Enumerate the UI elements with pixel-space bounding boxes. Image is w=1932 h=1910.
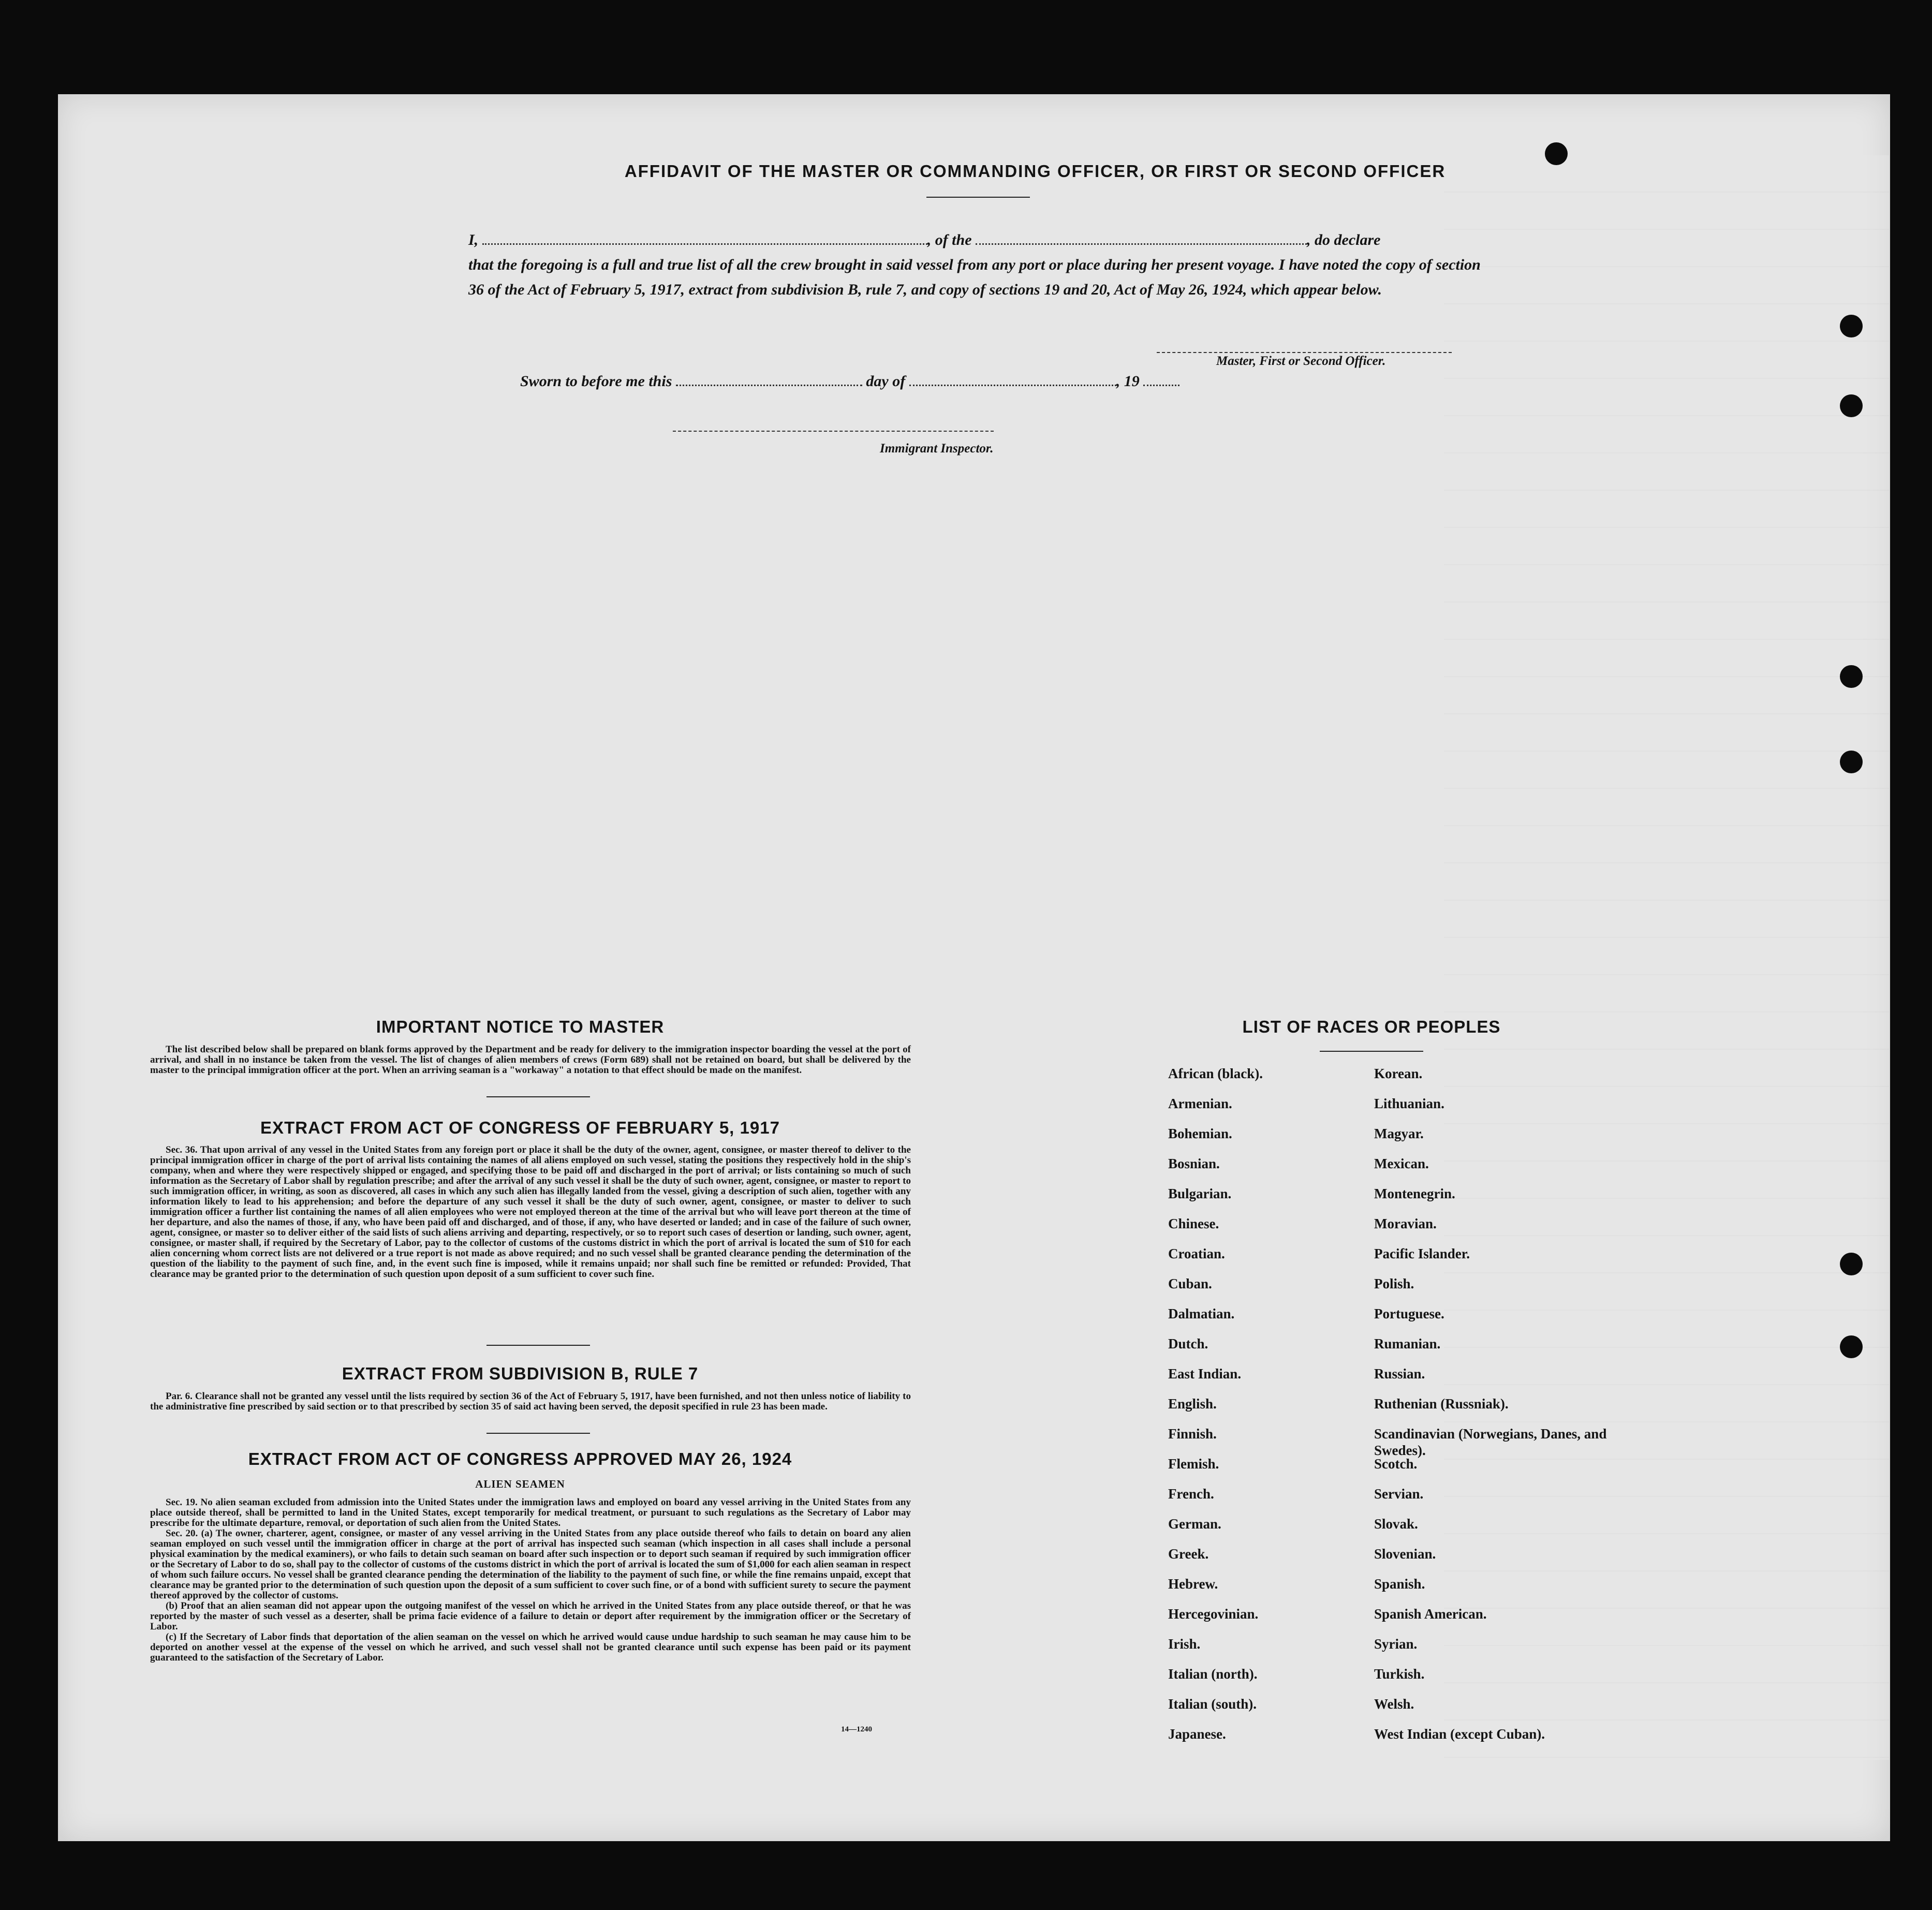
races-title: LIST OF RACES OR PEOPLES [1242, 1017, 1501, 1036]
sworn-label: Sworn to before me this [520, 373, 672, 390]
races-list-left [1168, 1065, 1365, 1756]
race-item: Syrian. [1374, 1636, 1418, 1652]
alien-seamen-subtitle: ALIEN SEAMEN [475, 1478, 565, 1490]
sec-36-text: That upon arrival of any vessel in the United States from any foreign port or place it shall be the duty of the owner, agent, consignee, or master thereof to deliver to the principal immigration officer in charge of the port of arrival lists containing the names of all aliens employed on such vessel, stating the positions they respectively hold in the ship's company, when and where they were respectively shipped or engaged, and specifying those to be paid off and discharged in the port of arrival; or lists containing so much of such information as the Secretary of Labor shall by regulation prescribe; and after the arrival of any such vessel it shall be the duty of such owner, agent, consignee, or master to report to such immigration officer, in writing, as soon as discovered, all cases in which any such alien has illegally landed from the vessel, giving a description of such alien, together with any information likely to lead to his apprehension; and before the departure of any such vessel it shall be the duty of such owner, agent, consignee, or master to deliver to such immigration officer a further list containing the names of all alien employees who were not employed thereon at the time of the arrival but who will leave port thereon at the time of her departure, and also the names of those, if any, who have been paid off and discharged, and of those, if any, who have deserted or landed; and in case of the failure of such owner, agent, consignee, or master so to deliver either of the said lists of such aliens arriving and departing, respectively, or so to report such cases of desertion or landing, such owner, agent, consignee, or master shall, if required by the Secretary of Labor, pay to the collector of customs of the customs district in which the port of arrival is located the sum of $10 for each alien concerning whom correct lists are not delivered or a true report is not made as above required; and no such vessel shall be granted clearance pending the determination of the question of the liability to the payment of such fine, and, in the event such fine is imposed, while it remains unpaid; nor shall such fine be remitted or refunded: Provided, That clearance may be granted prior to the determination of such question upon deposit of a sum sufficient to cover such fine. [150, 1144, 911, 1280]
inspector-signature-line[interactable] [673, 431, 994, 432]
binding-hole-3 [1840, 394, 1863, 417]
race-item: Hercegovinian. [1168, 1606, 1259, 1622]
race-item: African (black). [1168, 1066, 1263, 1081]
race-item: Welsh. [1374, 1696, 1414, 1712]
race-item: Greek. [1168, 1546, 1209, 1562]
act-1924-text [150, 1497, 911, 1663]
master-signature-line[interactable] [1157, 352, 1452, 353]
binding-hole-5 [1840, 751, 1863, 773]
race-item: Spanish. [1374, 1576, 1425, 1592]
notice-text [150, 1045, 911, 1076]
binding-hole-7 [1840, 1335, 1863, 1358]
race-item: Servian. [1374, 1486, 1424, 1502]
race-item: Japanese. [1168, 1726, 1226, 1742]
rule-7-text [150, 1391, 911, 1412]
race-item: Italian (south). [1168, 1696, 1257, 1712]
race-item: Bulgarian. [1168, 1186, 1232, 1201]
race-item: Turkish. [1374, 1666, 1425, 1682]
notice-title: IMPORTANT NOTICE TO MASTER [376, 1017, 665, 1036]
binding-hole-2 [1840, 315, 1863, 337]
inspector-caption: Immigrant Inspector. [880, 442, 994, 456]
sec-20b-text: (b) Proof that an alien seaman did not appear upon the outgoing manifest of the vessel on which he arrived in the United States from any place outside thereof, or that he was reported by the master of such vessel as a deserter, shall be prima facie evidence of a failure to detain or deport after requirement by the immigration officer or the Secretary of Labor. [150, 1600, 911, 1632]
sec-20c-text: (c) If the Secretary of Labor finds that deportation of the alien seaman on the vessel on which he arrived would cause undue hardship to such seaman he may cause him to be deported on another vessel at the expense of the vessel on which he arrived, and such vessel shall not be granted clearance until such expense has been paid or its payment guaranteed to the satisfaction of the Secretary of Labor. [150, 1632, 911, 1663]
race-item: Slovenian. [1374, 1546, 1436, 1562]
race-item: Croatian. [1168, 1246, 1225, 1261]
race-item: Dutch. [1168, 1336, 1208, 1351]
sworn-day-field[interactable] [676, 373, 862, 386]
race-item: Slovak. [1374, 1516, 1418, 1532]
master-signature-caption: Master, First or Second Officer. [1216, 354, 1386, 368]
form-number: 14—1240 [841, 1725, 872, 1733]
race-item: English. [1168, 1396, 1217, 1412]
race-item: Scotch. [1374, 1456, 1418, 1472]
race-item: Magyar. [1374, 1126, 1424, 1141]
race-item: Flemish. [1168, 1456, 1219, 1472]
sec-19-text: Sec. 19. No alien seaman excluded from admission into the United States under the immigration laws and employed on board any vessel arriving in the United States from any place outside thereof, shall be permitted to land in the United States, except temporarily for medical treatment, or pursuant to such regulations as the Secretary of Labor may prescribe for the ultimate departure, removal, or deportation of such alien from the United States. [150, 1497, 911, 1529]
race-item: Finnish. [1168, 1426, 1217, 1442]
affidavit-body [468, 228, 1488, 302]
race-item: Lithuanian. [1374, 1096, 1444, 1111]
of-the-label: , of the [927, 231, 972, 248]
race-item: Rumanian. [1374, 1336, 1441, 1351]
race-item: Ruthenian (Russniak). [1374, 1396, 1509, 1412]
race-item: Armenian. [1168, 1096, 1232, 1111]
binding-hole-6 [1840, 1253, 1863, 1275]
race-item: Dalmatian. [1168, 1306, 1235, 1321]
race-item: German. [1168, 1516, 1221, 1532]
sworn-month-field[interactable] [909, 373, 1116, 386]
race-item: Mexican. [1374, 1156, 1429, 1171]
par-6-text: Par. 6. Clearance shall not be granted any vessel until the lists required by section 36 of the Act of February 5, 1917, have been furnished, and not then unless notice of liability to the administrative fine prescribed by said section or to that prescribed by section 35 of said act having been served, the deposit specified in rule 23 has been made. [150, 1391, 911, 1412]
race-item: Russian. [1374, 1366, 1425, 1382]
divider-3 [486, 1433, 590, 1434]
sec-20a-text: Sec. 20. (a) The owner, charterer, agent, consignee, or master of any vessel arriving in the United States from any place outside thereof who fails to detain on board any alien seaman employed on such vessel until the immigration officer in charge at the port of arrival has inspected such seaman (which inspection in all cases shall include a personal physical examination by the medical examiners), or who fails to detain such seaman on board after such inspection or to deport such seaman if required by such immigration officer or the Secretary of Labor to do so, shall pay to the collector of customs of the customs district in which the port of arrival is located the sum of $1,000 for each alien seaman in respect of whom such failure occurs. No vessel shall be granted clearance pending the determination of the liability to the payment of such fine, or while the fine remains unpaid, except that clearance may be granted prior to the determination of such question upon the deposit of a sum sufficient to cover such fine, or of a bond with sufficient surety to secure the payment thereof approved by the collector of customs. [150, 1528, 911, 1601]
divider-1 [486, 1096, 590, 1097]
races-list-right [1374, 1065, 1633, 1756]
race-item: Polish. [1374, 1276, 1414, 1291]
race-item: Chinese. [1168, 1216, 1219, 1231]
race-item: Bohemian. [1168, 1126, 1232, 1141]
notice-paragraph: The list described below shall be prepared on blank forms approved by the Department and be ready for delivery to the immigration inspector boarding the vessel at the port of arrival, and shall in no instance be taken from the vessel. The list of changes of alien members of crews (Form 689) shall not be retained on board, but shall be delivered by the master to the principal immigration officer at the port. When an arriving seaman is a "workaway" a notation to that effect should be made on the manifest. [150, 1044, 911, 1076]
affidavit-title: AFFIDAVIT OF THE MASTER OR COMMANDING OFFICER, OR FIRST OR SECOND OFFICER [624, 161, 1446, 181]
race-item: Italian (north). [1168, 1666, 1258, 1682]
officer-name-field[interactable] [482, 232, 927, 245]
race-item: French. [1168, 1486, 1214, 1502]
binding-hole-4 [1840, 665, 1863, 688]
race-item: East Indian. [1168, 1366, 1242, 1382]
day-of-label: day of [866, 373, 906, 390]
divider-2 [486, 1345, 590, 1346]
title-divider [926, 197, 1030, 198]
i-label: I, [468, 231, 479, 248]
declaration-text: that the foregoing is a full and true list of all the crew brought in said vessel from any port or place during her present voyage. I have noted the copy of section 36 of the Act of February 5, 1917, extract from subdivision B, rule 7, and copy of sections 19 and 20, Act of May 26, 1924, which appear below. [468, 256, 1481, 298]
race-item: Irish. [1168, 1636, 1201, 1652]
sworn-year-field[interactable] [1143, 373, 1179, 386]
act-1924-title: EXTRACT FROM ACT OF CONGRESS APPROVED MAY 26, 1924 [248, 1449, 792, 1468]
declaration-line [468, 228, 1488, 253]
do-declare-label: , do declare [1307, 231, 1381, 248]
race-item: Bosnian. [1168, 1156, 1220, 1171]
races-divider [1320, 1051, 1423, 1052]
race-item: Spanish American. [1374, 1606, 1487, 1622]
race-item: Moravian. [1374, 1216, 1437, 1231]
race-item: Korean. [1374, 1066, 1423, 1081]
vessel-name-field[interactable] [976, 232, 1307, 245]
race-item: Montenegrin. [1374, 1186, 1455, 1201]
year-prefix: , 19 [1116, 373, 1140, 390]
act-1917-text [150, 1145, 911, 1280]
race-item: Scandinavian (Norwegians, Danes, and Swedes). [1374, 1426, 1607, 1458]
act-1917-title: EXTRACT FROM ACT OF CONGRESS OF FEBRUARY 5, 1917 [260, 1118, 780, 1137]
race-item: Hebrew. [1168, 1576, 1218, 1592]
rule-7-title: EXTRACT FROM SUBDIVISION B, RULE 7 [342, 1364, 699, 1383]
race-item: Cuban. [1168, 1276, 1212, 1291]
race-item: West Indian (except Cuban). [1374, 1726, 1545, 1742]
sec-36-label: Sec. 36. [166, 1144, 198, 1155]
sworn-line [520, 373, 1179, 390]
race-item: Pacific Islander. [1374, 1246, 1470, 1261]
race-item: Portuguese. [1374, 1306, 1444, 1321]
